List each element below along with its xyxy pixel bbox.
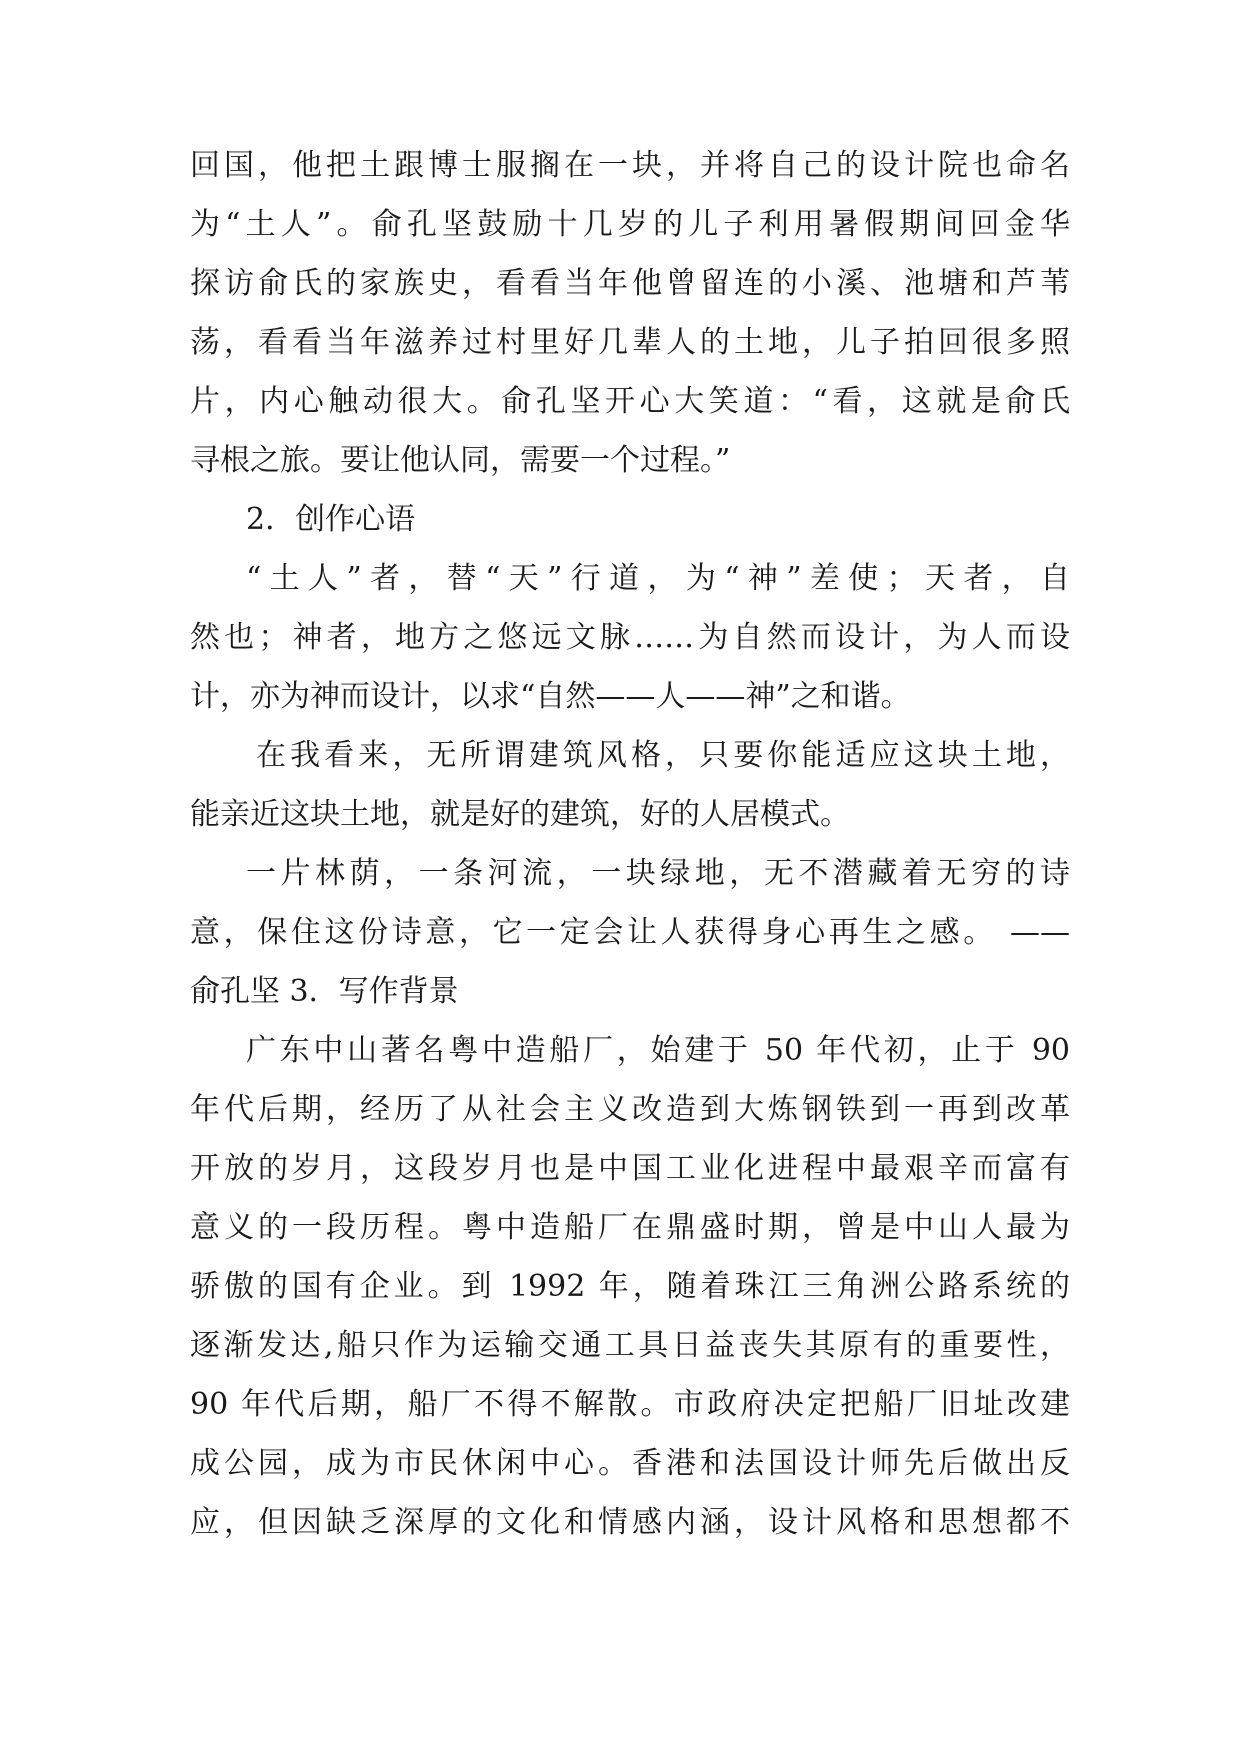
text-line: 寻根之旅。要让他认同，需要一个过程。” [190,443,731,478]
text-line: 能亲近这块土地，就是好的建筑，好的人居模式。 [190,797,850,832]
text-line: 年代后期，经历了从社会主义改造到大炼钢铁到一再到改革 [190,1092,1070,1127]
text-line: 应，但因缺乏深厚的文化和情感内涵，设计风格和思想都不 [190,1505,1070,1540]
text-line: 开放的岁月，这段岁月也是中国工业化进程中最艰辛而富有 [190,1151,1070,1186]
text-line: 90 年代后期，船厂不得不解散。市政府决定把船厂旧址改建 [190,1387,1070,1422]
text-line: 然也；神者，地方之悠远文脉……为自然而设计，为人而设 [190,620,1070,655]
text-line: 探访俞氏的家族史，看看当年他曾留连的小溪、池塘和芦苇 [190,266,1070,301]
text-line: 为“土人”。俞孔坚鼓励十几岁的儿子利用暑假期间回金华 [190,207,1070,242]
text-line: 意义的一段历程。粤中造船厂在鼎盛时期，曾是中山人最为 [190,1210,1070,1245]
text-line: 骄傲的国有企业。到 1992 年，随着珠江三角洲公路系统的 [190,1269,1070,1304]
text-line: 意，保住这份诗意，它一定会让人获得身心再生之感。 —— [190,915,1070,950]
text-line: 俞孔坚 3．写作背景 [190,974,459,1009]
text-line: 计，亦为神而设计，以求“自然——人——神”之和谐。 [190,679,911,714]
text-line: 广东中山著名粤中造船厂，始建于 50 年代初，止于 90 [246,1033,1070,1068]
text-line: 片，内心触动很大。俞孔坚开心大笑道：“看，这就是俞氏 [190,384,1070,419]
text-line: 一片林荫，一条河流，一块绿地，无不潜藏着无穷的诗 [246,856,1070,891]
text-line: 在我看来，无所谓建筑风格，只要你能适应这块土地， [256,738,1070,773]
text-line: 回国，他把土跟博士服搁在一块，并将自己的设计院也命名 [190,148,1070,183]
text-line: 荡，看看当年滋养过村里好几辈人的土地，儿子拍回很多照 [190,325,1070,360]
section-heading: 2．创作心语 [246,502,416,537]
text-line: “土人”者，替“天”行道，为“神”差使；天者，自 [246,561,1070,596]
text-line: 逐渐发达,船只作为运输交通工具日益丧失其原有的重要性， [190,1328,1070,1363]
text-line: 成公园，成为市民休闲中心。香港和法国设计师先后做出反 [190,1446,1070,1481]
